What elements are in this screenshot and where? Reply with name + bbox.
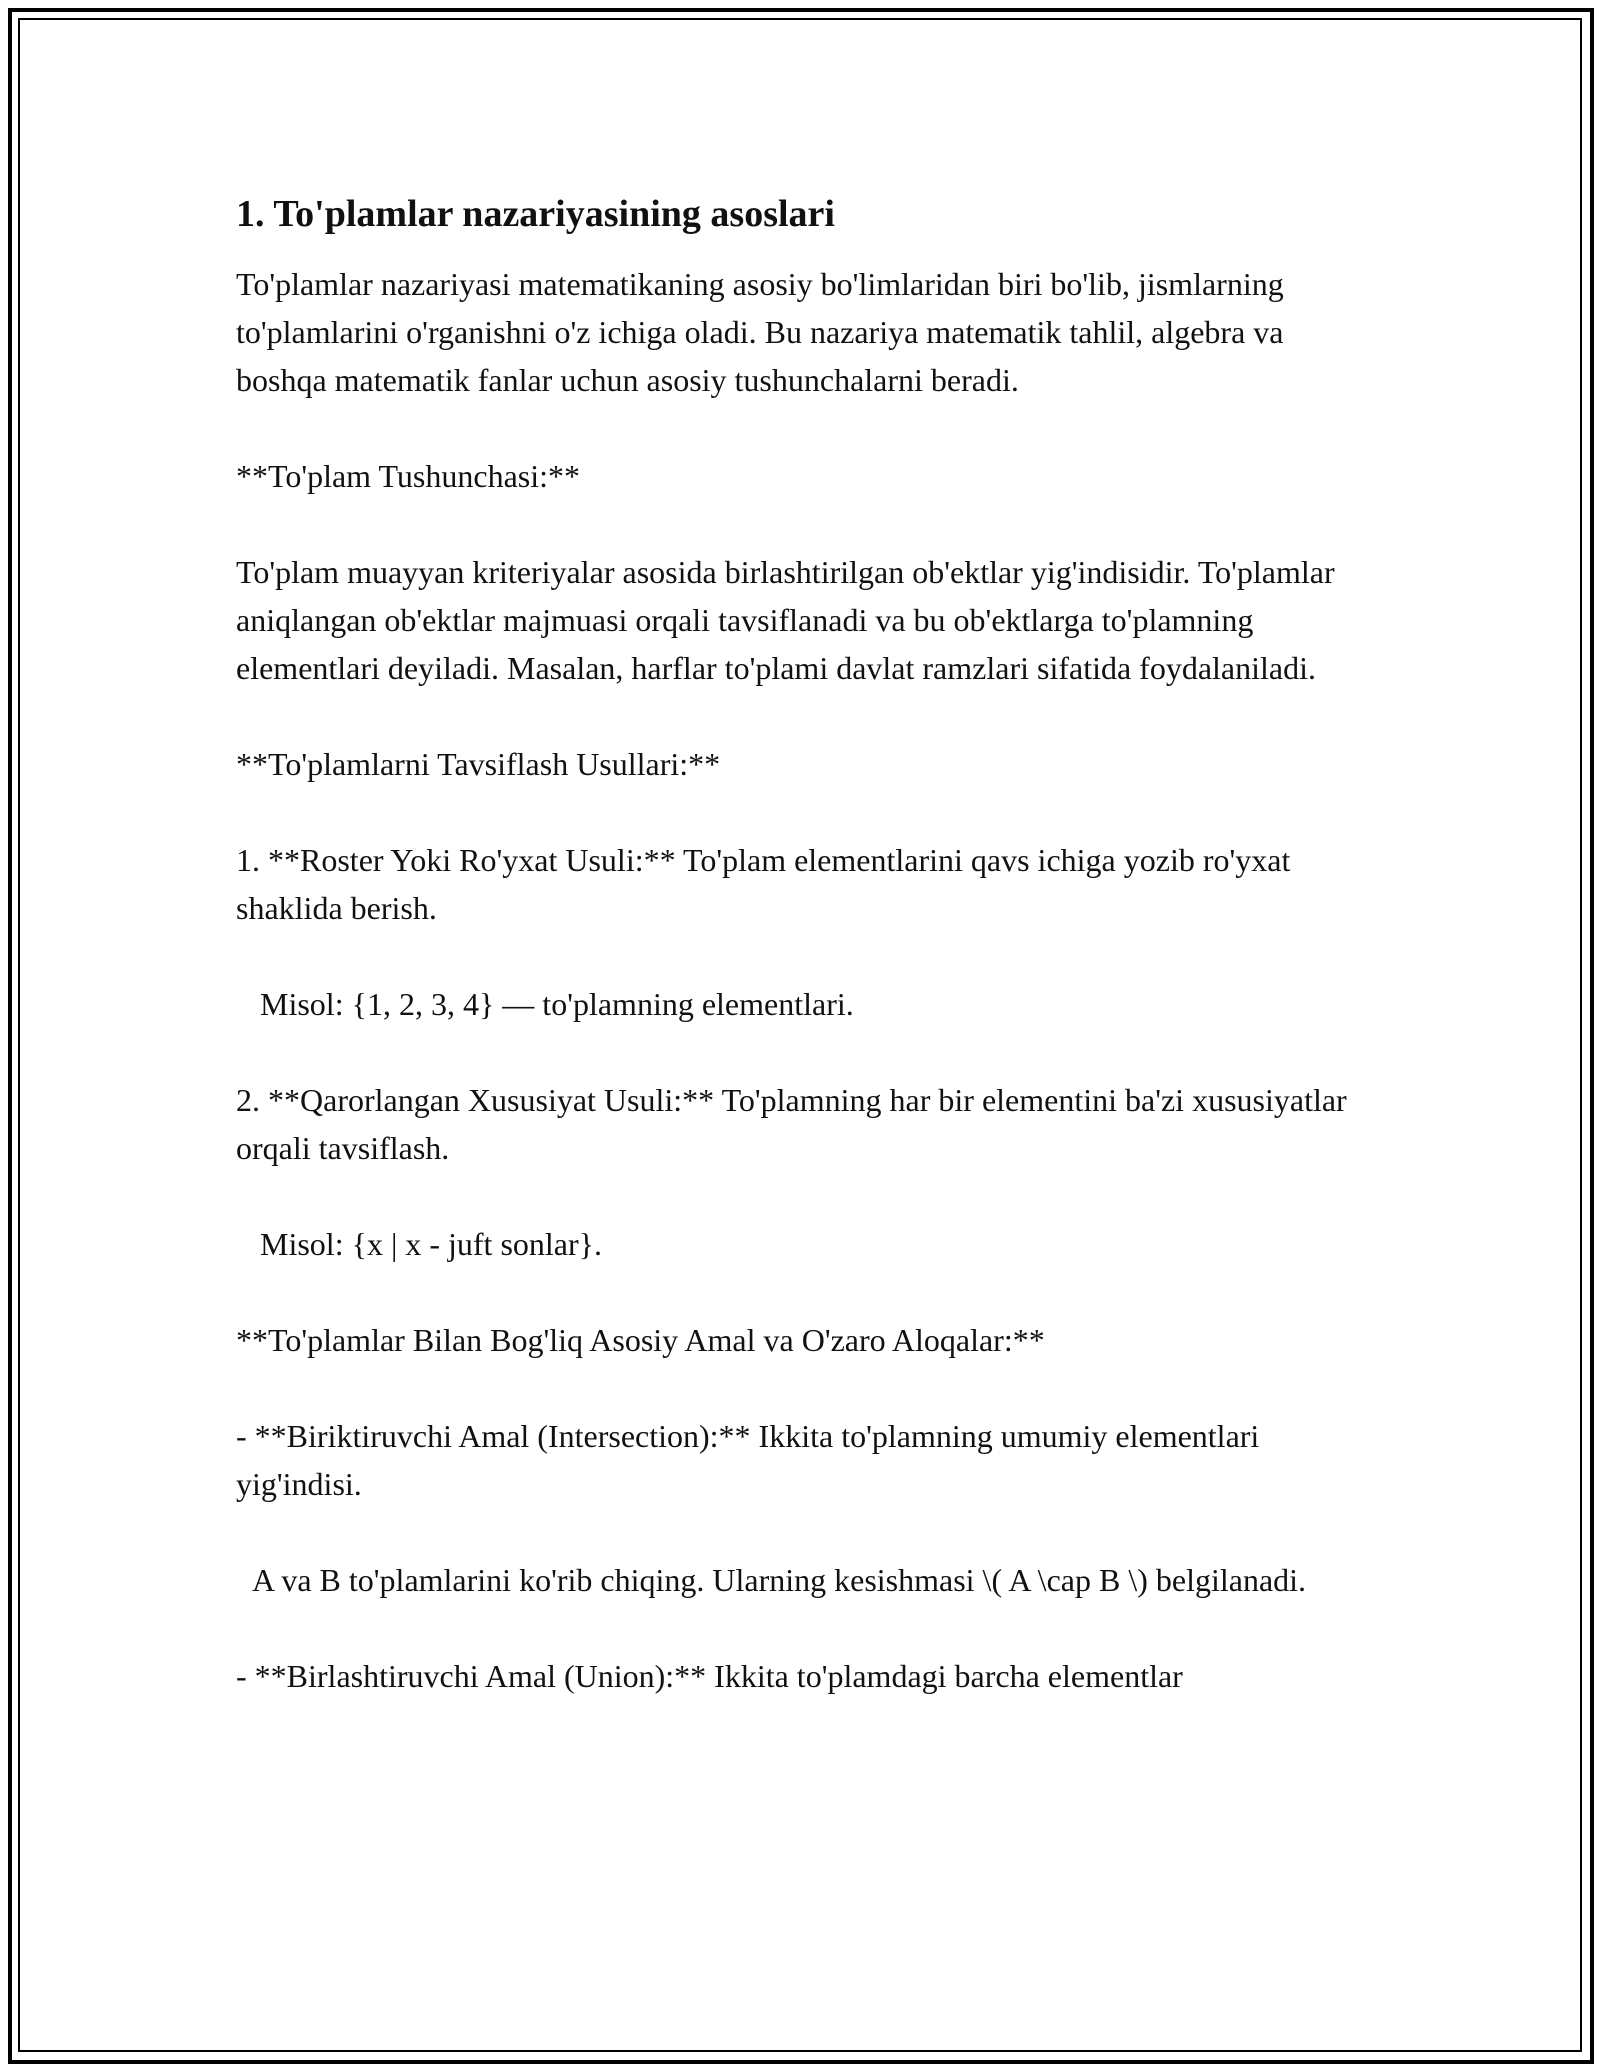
roster-example: Misol: {1, 2, 3, 4} — to'plamning elementlari. — [236, 986, 854, 1022]
intersection-item: - **Biriktiruvchi Amal (Intersection):** Ikkita to'plamning umumiy elementlari yig'indisi. — [236, 1418, 1268, 1502]
property-method-item: 2. **Qarorlangan Xususiyat Usuli:** To'plamning har bir elementini ba'zi xususiyatlar orqali tavsiflash. — [236, 1082, 1355, 1166]
subheading-set-concept: **To'plam Tushunchasi:** — [236, 458, 580, 494]
paragraph-gap — [236, 1364, 1376, 1412]
paragraph-gap — [236, 404, 1376, 452]
paragraph-gap — [236, 788, 1376, 836]
paragraph-gap — [236, 1508, 1376, 1556]
property-example: Misol: {x | x - juft sonlar}. — [236, 1226, 602, 1262]
paragraph-gap — [236, 1172, 1376, 1220]
paragraph-gap — [236, 932, 1376, 980]
paragraph-gap — [236, 1268, 1376, 1316]
paragraph-gap — [236, 1604, 1376, 1652]
document-body — [236, 188, 1376, 1700]
set-definition-paragraph: To'plam muayyan kriteriyalar asosida birlashtirilgan ob'ektlar yig'indisidir. To'plamlar aniqlangan ob'ektlar majmuasi orqali tavsiflanadi va bu ob'ektlarga to'plamning elementlari deyiladi. Masalan, harflar to'plami davlat ramzlari sifatida foydalaniladi. — [236, 554, 1343, 686]
subheading-operations: **To'plamlar Bilan Bog'liq Asosiy Amal va O'zaro Aloqalar:** — [236, 1322, 1045, 1358]
intersection-example: A va B to'plamlarini ko'rib chiqing. Ularning kesishmasi \( A \cap B \) belgilanadi. — [236, 1562, 1307, 1598]
union-item: - **Birlashtiruvchi Amal (Union):** Ikkita to'plamdagi barcha elementlar — [236, 1658, 1183, 1694]
paragraph-gap — [236, 1028, 1376, 1076]
paragraph-gap — [236, 692, 1376, 740]
roster-method-item: 1. **Roster Yoki Ro'yxat Usuli:** To'plam elementlarini qavs ichiga yozib ro'yxat shaklida berish. — [236, 842, 1299, 926]
paragraph-gap — [236, 500, 1376, 548]
intro-paragraph: To'plamlar nazariyasi matematikaning asosiy bo'limlaridan biri bo'lib, jismlarning to'plamlarini o'rganishni o'z ichiga oladi. Bu nazariya matematik tahlil, algebra va boshqa matematik fanlar uchun asosiy tushunchalarni beradi. — [236, 266, 1292, 398]
subheading-description-methods: **To'plamlarni Tavsiflash Usullari:** — [236, 746, 721, 782]
section-heading: 1. To'plamlar nazariyasining asoslari — [236, 193, 835, 235]
